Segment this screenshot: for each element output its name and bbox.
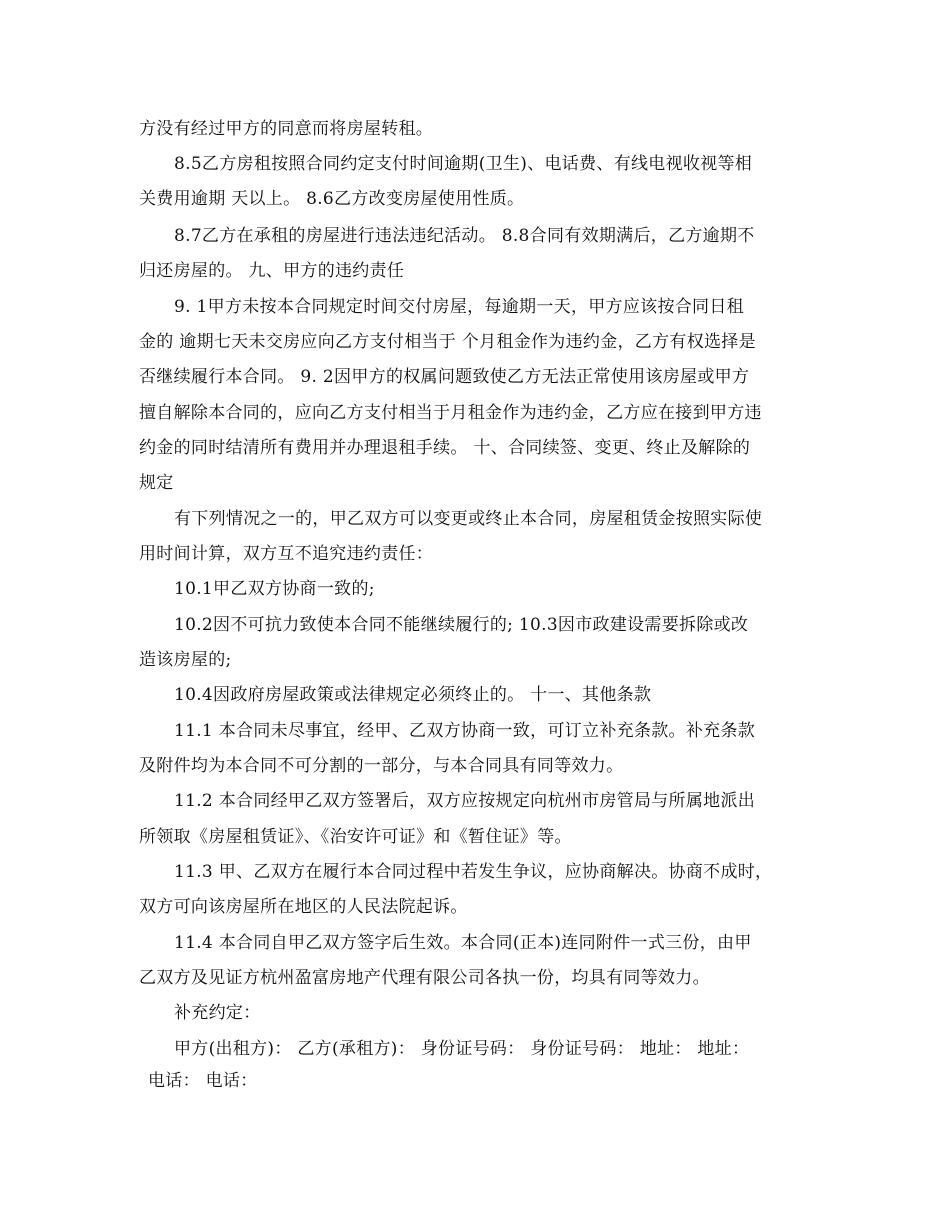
text-line: 补充约定： bbox=[174, 1003, 261, 1023]
text-line: 否继续履行本合同。 9. 2因甲方的权属问题致使乙方无法正常使用该房屋或甲方 bbox=[139, 367, 750, 387]
text-line: 8.5乙方房租按照合同约定支付时间逾期(卫生)、电话费、有线电视收视等相 bbox=[174, 154, 753, 174]
text-line: 10.1甲乙双方协商一致的; bbox=[174, 579, 375, 599]
text-line: 关费用逾期 天以上。 8.6乙方改变房屋使用性质。 bbox=[139, 189, 525, 209]
text-line: 双方可向该房屋所在地区的人民法院起诉。 bbox=[139, 897, 468, 917]
text-line: 归还房屋的。 九、甲方的违约责任 bbox=[139, 261, 405, 281]
text-line: 11.3 甲、乙双方在履行本合同过程中若发生争议，应协商解决。协商不成时， bbox=[174, 862, 773, 882]
text-line: 用时间计算，双方互不追究违约责任： bbox=[139, 544, 434, 564]
text-line: 11.1 本合同未尽事宜，经甲、乙双方协商一致，可订立补充条款。补充条款 bbox=[174, 721, 756, 741]
text-line: 10.4因政府房屋政策或法律规定必须终止的。 十一、其他条款 bbox=[174, 685, 652, 705]
text-line: 规定 bbox=[139, 473, 174, 493]
text-line: 8.7乙方在承租的房屋进行违法违纪活动。 8.8合同有效期满后，乙方逾期不 bbox=[174, 226, 755, 246]
text-line: 甲方(出租方)： 乙方(承租方)： 身份证号码： 身份证号码： 地址： 地址： bbox=[174, 1039, 750, 1059]
text-line: 金的 逾期七天未交房应向乙方支付相当于 个月租金作为违约金，乙方有权选择是 bbox=[139, 332, 756, 352]
text-line: 造该房屋的; bbox=[139, 650, 232, 670]
text-line: 及附件均为本合同不可分割的一部分，与本合同具有同等效力。 bbox=[139, 756, 624, 776]
text-line: 电话： 电话： bbox=[148, 1071, 258, 1091]
text-line: 擅自解除本合同的，应向乙方支付相当于月租金作为违约金，乙方应在接到甲方违 bbox=[139, 403, 762, 423]
text-line: 所领取《房屋租赁证》、《治安许可证》和《暂住证》等。 bbox=[139, 827, 572, 847]
text-line: 9. 1甲方未按本合同规定时间交付房屋，每逾期一天，甲方应该按合同日租 bbox=[174, 297, 744, 317]
text-line: 10.2因不可抗力致使本合同不能继续履行的; 10.3因市政建设需要拆除或改 bbox=[174, 615, 749, 635]
text-line: 约金的同时结清所有费用并办理退租手续。 十、合同续签、变更、终止及解除的 bbox=[139, 438, 751, 458]
text-line: 11.4 本合同自甲乙双方签字后生效。本合同(正本)连同附件一式三份，由甲 bbox=[174, 933, 752, 953]
text-line: 方没有经过甲方的同意而将房屋转租。 bbox=[139, 119, 434, 139]
text-line: 有下列情况之一的，甲乙双方可以变更或终止本合同，房屋租赁金按照实际使 bbox=[174, 509, 763, 529]
text-line: 11.2 本合同经甲乙双方签署后，双方应按规定向杭州市房管局与所属地派出 bbox=[174, 791, 756, 811]
text-line: 乙双方及见证方杭州盈富房地产代理有限公司各执一份，均具有同等效力。 bbox=[139, 968, 710, 988]
